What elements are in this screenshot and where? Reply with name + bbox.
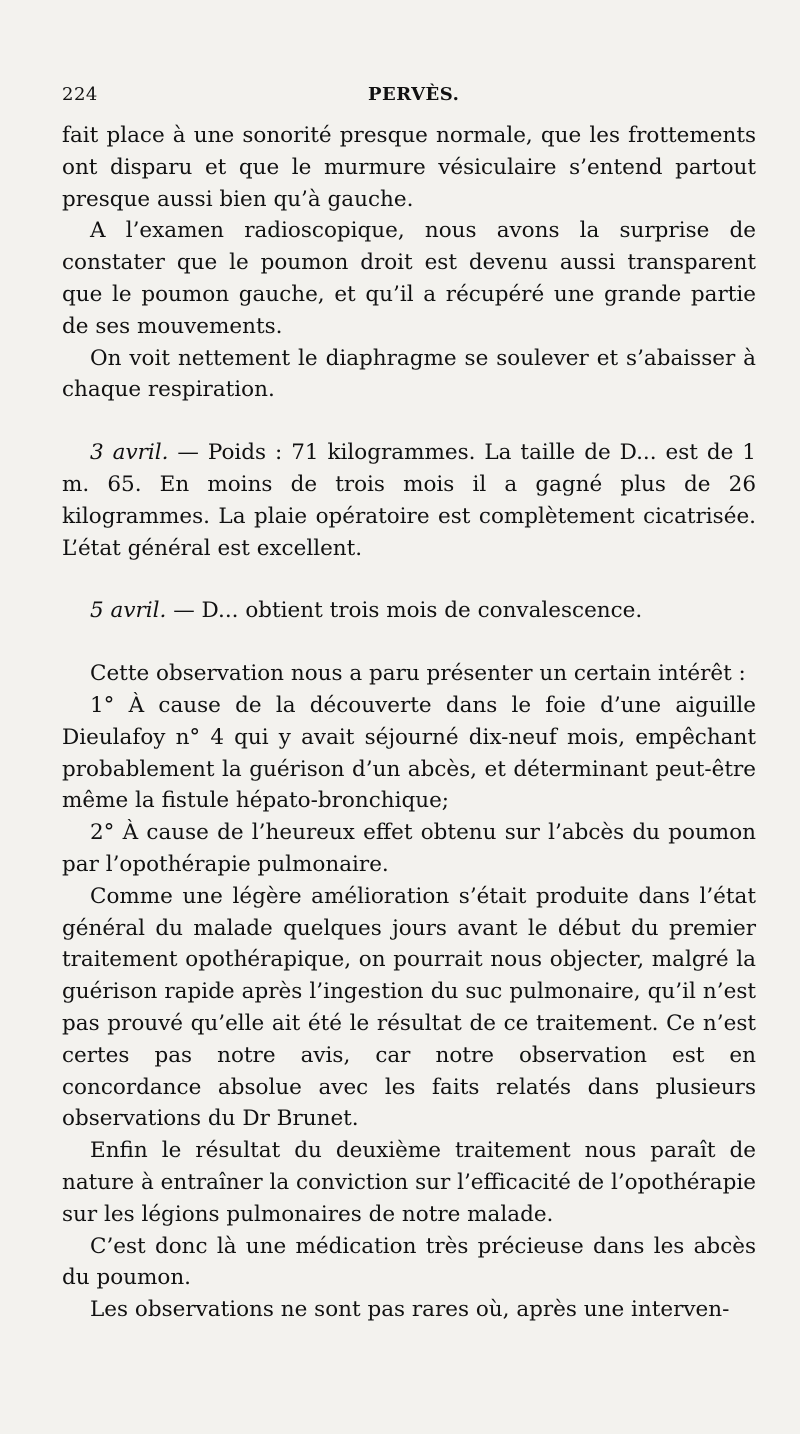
paragraph-objection: Comme une légère amélioration s’était produite dans l’état général du malade quelques jours avant le début du premier traitement opothérapique, on pourrait nous objecter, malgré la guérison rapide après l’ingestion du suc pulmonaire, qu’il n’est pas prouvé qu’elle ait été le résultat de ce traitement. Ce n’est certes pas notre avis, car notre observation est en concordance absolue avec les faits relatés dans plusieurs observations du Dr Brunet. [62, 883, 756, 1132]
page-body [62, 120, 756, 1326]
paragraph-second-treatment: Enfin le résultat du deuxième traitement nous paraît de nature à entraîner la conviction sur l’efficacité de l’opothérapie sur les légions pulmonaires de notre malade. [62, 1138, 756, 1227]
paragraph-radioscopy: A l’examen radioscopique, nous avons la surprise de constater que le poumon droit est devenu aussi transparent que le poumon gauche, et qu’il a récupéré une grande partie de ses mouvements. [62, 218, 756, 339]
paragraph-medication: C’est donc là une médication très précieuse dans les abcès du poumon. [62, 1233, 756, 1291]
entry-april-3 [62, 437, 756, 564]
paragraph-point-2: 2° À cause de l’heureux effet obtenu sur l’abcès du poumon par l’opothérapie pulmonaire. [62, 820, 756, 877]
paragraph-observations: Les observations ne sont pas rares où, après une interven- [90, 1297, 730, 1323]
entry-text: — Poids : 71 kilogrammes. La taille de D... est de 1 m. 65. En moins de trois mois il a gagné plus de 26 kilogrammes. La plaie opératoire est complètement cicatrisée. L’état général est excellent. [62, 440, 756, 561]
entry-date: 5 avril. [90, 598, 167, 624]
paragraph-continuation: fait place à une sonorité presque normale, que les frottements ont disparu et que le murmure vésiculaire s’entend partout presque aussi bien qu’à gauche. [62, 123, 756, 212]
entry-date: 3 avril. [90, 440, 169, 466]
paragraph-diaphragm: On voit nettement le diaphragme se soulever et s’abaisser à chaque respiration. [62, 345, 756, 403]
running-title: PERVÈS. [368, 84, 460, 105]
entry-text: — D... obtient trois mois de convalescence. [173, 598, 643, 624]
entry-april-5 [62, 595, 756, 627]
page-number: 224 [62, 84, 98, 105]
paragraph-point-1: 1° À cause de la découverte dans le foie d’une aiguille Dieulafoy n° 4 qui y avait séjourné dix-neuf mois, empêchant probablement la guérison d’un abcès, et déterminant peut-être même la fistule hépato-bronchique; [62, 692, 756, 814]
page-header [62, 78, 756, 112]
paragraph-interest: Cette observation nous a paru présenter un certain intérêt : [90, 661, 746, 687]
